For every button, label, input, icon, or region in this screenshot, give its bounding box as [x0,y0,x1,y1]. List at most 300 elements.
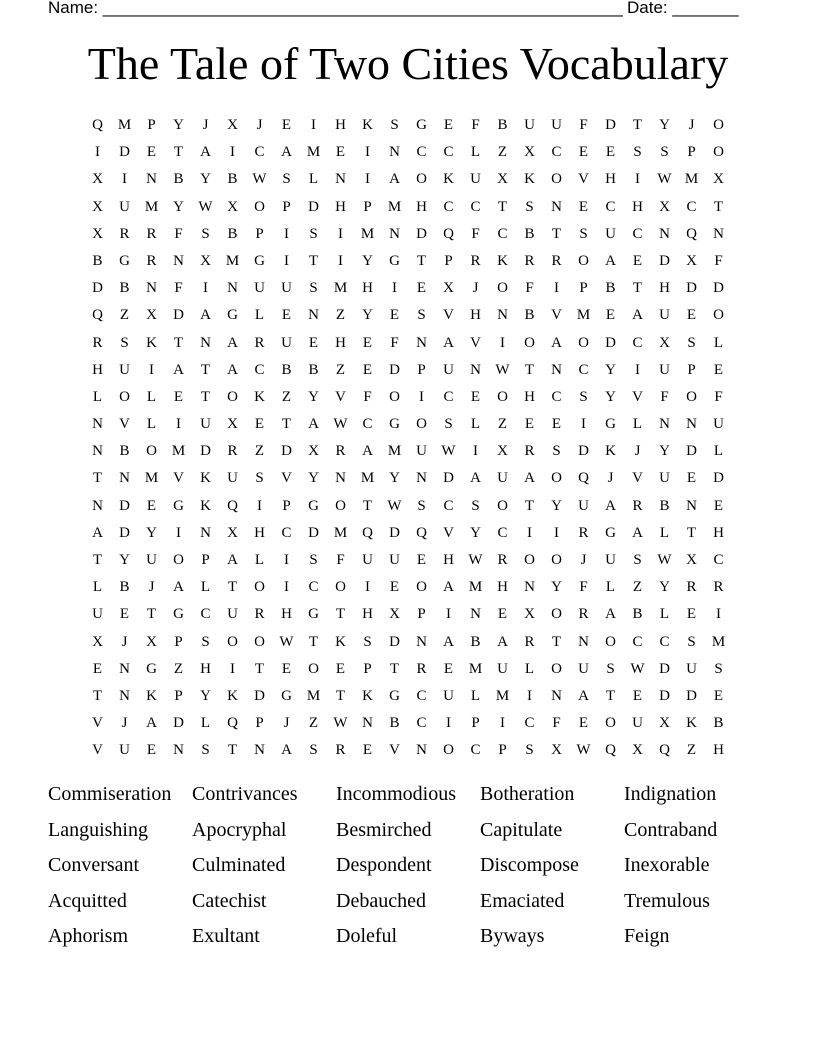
grid-letter: R [92,334,103,351]
grid-letter: U [605,552,616,568]
grid-letter: C [254,144,265,161]
grid-letter: W [468,552,483,568]
grid-letter: K [605,443,616,460]
grid-letter: A [443,633,454,650]
grid-letter: N [119,687,130,704]
grid-letter: X [227,117,238,133]
grid-letter: N [416,334,427,351]
grid-letter: E [389,579,400,596]
grid-letter: E [362,334,373,351]
grid-letter: A [497,633,508,650]
grid-letter: F [579,579,588,596]
grid-letter: C [200,606,211,623]
grid-letter: S [417,307,426,324]
grid-letter: Y [173,117,184,133]
grid-letter: D [389,524,400,541]
grid-letter: S [633,144,642,161]
grid-letter: A [632,307,643,324]
grid-letter: U [551,117,562,133]
grid-letter: Y [551,497,562,514]
grid-letter: X [227,416,238,433]
grid-letter: D [200,443,211,460]
grid-letter: H [713,742,724,759]
grid-letter: X [92,198,103,215]
grid-letter: D [92,280,103,297]
grid-letter: S [201,225,210,242]
grid-letter: K [227,687,238,704]
grid-letter: N [497,307,508,324]
grid-letter: M [360,225,375,242]
grid-letter: X [659,198,670,215]
grid-letter: O [713,307,724,324]
grid-letter: A [605,252,616,269]
grid-letter: E [416,552,427,568]
grid-letter: C [524,715,535,732]
grid-letter: E [470,388,481,405]
grid-letter: I [392,280,397,297]
grid-letter: M [684,171,699,188]
grid-letter: X [497,443,508,460]
grid-letter: S [660,144,669,161]
grid-letter: J [148,579,155,596]
grid-letter: K [686,715,697,732]
grid-letter: S [579,225,588,242]
grid-letter: W [198,198,213,215]
grid-letter: X [443,280,454,297]
grid-letter: U [254,280,265,297]
word-list-item: Emaciated [480,889,565,912]
grid-letter: K [146,334,157,351]
grid-letter: B [119,443,130,460]
grid-letter: T [173,334,184,351]
grid-letter: F [525,280,534,297]
grid-letter: C [632,633,643,650]
grid-letter: D [173,715,184,732]
grid-letter: O [173,552,184,568]
grid-letter: T [416,252,427,269]
grid-letter: D [308,524,319,541]
grid-letter: N [362,715,373,732]
grid-letter: O [497,388,508,405]
grid-letter: O [308,660,319,677]
grid-letter: A [551,334,562,351]
word-list-item: Inexorable [624,854,710,876]
grid-letter: B [659,497,670,514]
grid-letter: E [443,660,454,677]
grid-letter: V [389,742,400,759]
grid-letter: E [335,144,346,161]
grid-letter: X [227,198,238,215]
grid-letter: Y [146,524,157,541]
word-list-item: Contraband [624,818,718,841]
grid-letter: W [495,361,510,378]
grid-letter: E [713,497,724,514]
grid-letter: E [632,687,643,704]
grid-letter: J [580,552,587,568]
grid-letter: R [713,579,724,596]
grid-letter: B [389,715,400,732]
grid-letter: J [121,715,128,732]
grid-letter: S [309,225,318,242]
grid-letter: U [119,742,130,759]
grid-letter: T [335,687,346,704]
grid-letter: A [443,579,454,596]
grid-letter: A [227,361,238,378]
grid-letter: I [635,171,640,188]
grid-letter: E [281,117,292,133]
grid-letter: C [497,225,508,242]
grid-letter: T [92,687,103,704]
grid-letter: Y [551,579,562,596]
grid-letter: C [416,144,427,161]
grid-letter: E [686,470,697,487]
grid-letter: K [335,633,346,650]
grid-letter: H [416,198,427,215]
grid-letter: B [119,280,130,297]
grid-letter: Z [632,579,643,596]
grid-letter: N [659,225,670,242]
grid-letter: H [497,579,508,596]
grid-letter: R [416,660,427,677]
name-field-label[interactable]: Name: _______________________________________________________ [48,0,623,17]
grid-letter: A [443,334,454,351]
grid-letter: U [443,361,454,378]
grid-letter: U [119,361,130,378]
grid-letter: X [308,443,319,460]
grid-letter: B [524,225,535,242]
grid-letter: U [119,198,130,215]
grid-letter: E [281,660,292,677]
grid-letter: D [713,470,724,487]
grid-letter: G [119,252,130,269]
grid-letter: Y [200,171,211,188]
grid-letter: A [281,742,292,759]
grid-letter: I [581,416,586,433]
grid-letter: S [309,742,318,759]
grid-letter: X [551,742,562,759]
grid-letter: M [360,470,375,487]
grid-letter: T [524,497,535,514]
grid-letter: E [524,416,535,433]
grid-letter: L [146,388,157,405]
grid-letter: E [146,742,157,759]
grid-letter: Q [416,524,427,541]
grid-letter: S [282,171,291,188]
grid-letter: D [119,144,130,161]
grid-letter: G [254,252,265,269]
grid-letter: C [281,524,292,541]
grid-letter: L [200,715,211,732]
grid-letter: E [254,416,265,433]
grid-letter: C [443,144,454,161]
header-line [48,0,748,20]
word-list-item: Capitulate [480,818,563,841]
grid-letter: A [605,606,616,623]
grid-letter: K [200,497,211,514]
grid-letter: R [524,443,535,460]
grid-letter: T [146,606,157,623]
grid-letter: N [335,470,346,487]
grid-letter: U [497,660,508,677]
date-field-label[interactable]: Date: _______ [627,0,739,17]
grid-letter: P [201,552,210,568]
grid-letter: L [200,579,211,596]
grid-letter: C [470,198,481,215]
grid-letter: V [443,307,454,324]
grid-letter: P [417,361,426,378]
grid-letter: U [389,552,400,568]
grid-letter: T [200,388,211,405]
grid-letter: L [659,606,670,623]
grid-letter: T [524,361,535,378]
grid-letter: T [605,687,616,704]
grid-letter: X [200,252,211,269]
grid-letter: W [657,552,672,568]
grid-letter: D [254,687,265,704]
grid-letter: A [605,497,616,514]
grid-letter: H [362,280,373,297]
grid-letter: V [551,307,562,324]
grid-letter: U [578,660,589,677]
grid-letter: D [443,470,454,487]
grid-letter: D [686,687,697,704]
grid-letter: C [362,416,373,433]
grid-letter: P [363,198,372,215]
grid-letter: N [578,633,589,650]
grid-letter: K [497,252,508,269]
grid-letter: A [200,144,211,161]
grid-letter: W [252,171,267,188]
word-list-item: Tremulous [624,889,710,912]
grid-letter: Y [659,579,670,596]
grid-letter: Q [686,225,697,242]
grid-letter: T [92,552,103,568]
grid-letter: D [659,660,670,677]
grid-letter: C [443,198,454,215]
grid-letter: P [498,742,507,759]
grid-letter: N [200,334,211,351]
grid-letter: S [525,742,534,759]
grid-letter: L [146,416,157,433]
grid-letter: Y [308,388,319,405]
grid-letter: R [254,334,265,351]
word-list-item: Botheration [480,783,575,805]
grid-letter: N [551,198,562,215]
grid-letter: U [416,443,427,460]
grid-letter: O [551,470,562,487]
grid-letter: D [659,687,670,704]
grid-letter: W [387,497,402,514]
grid-letter: I [446,715,451,732]
grid-letter: U [200,416,211,433]
grid-letter: N [119,470,130,487]
grid-letter: S [255,470,264,487]
grid-letter: I [527,524,532,541]
grid-letter: C [443,497,454,514]
grid-letter: O [416,416,427,433]
grid-letter: I [527,687,532,704]
grid-letter: L [470,144,481,161]
word-list [48,778,768,956]
word-list-item: Exultant [192,925,260,947]
grid-letter: E [308,334,319,351]
grid-letter: I [635,361,640,378]
word-list-item: Despondent [336,854,432,876]
word-list-item: Contrivances [192,783,298,805]
grid-letter: Z [686,742,697,759]
grid-letter: E [335,660,346,677]
grid-letter: Y [362,252,373,269]
grid-letter: J [634,443,641,460]
grid-letter: O [578,334,589,351]
word-list-item: Feign [624,925,670,947]
grid-letter: Z [308,715,319,732]
grid-letter: N [659,416,670,433]
grid-letter: X [659,334,670,351]
grid-letter: X [92,171,103,188]
grid-letter: E [578,715,589,732]
grid-letter: U [146,552,157,568]
grid-letter: K [254,388,265,405]
grid-letter: G [308,606,319,623]
grid-letter: G [416,117,427,133]
grid-letter: I [419,388,424,405]
grid-letter: C [416,687,427,704]
grid-letter: U [497,470,508,487]
grid-letter: I [122,171,127,188]
word-list-item: Acquitted [48,889,127,912]
grid-letter: N [389,225,400,242]
word-list-item: Languishing [48,818,148,841]
grid-letter: B [173,171,184,188]
grid-letter: S [552,443,561,460]
grid-letter: N [686,416,697,433]
grid-letter: O [254,198,265,215]
grid-letter: L [254,307,265,324]
grid-letter: L [470,687,481,704]
grid-letter: H [443,552,454,568]
grid-letter: D [173,307,184,324]
grid-letter: N [335,171,346,188]
word-list-item: Byways [480,925,545,947]
grid-letter: S [525,198,534,215]
grid-letter: C [632,334,643,351]
grid-letter: O [551,552,562,568]
grid-letter: E [92,660,103,677]
grid-letter: I [257,497,262,514]
grid-letter: N [470,606,481,623]
grid-letter: A [632,524,643,541]
grid-letter: G [389,252,400,269]
grid-letter: I [365,144,370,161]
grid-letter: Q [578,470,589,487]
grid-letter: Z [254,443,265,460]
word-list-item: Apocryphal [192,818,287,841]
grid-letter: T [551,225,562,242]
grid-letter: H [524,388,535,405]
grid-letter: I [338,225,343,242]
grid-letter: N [92,443,103,460]
grid-letter: M [306,687,321,704]
grid-letter: G [173,606,184,623]
grid-letter: O [524,552,535,568]
grid-letter: X [524,144,535,161]
grid-letter: T [497,198,508,215]
grid-letter: K [524,171,535,188]
grid-letter: N [146,171,157,188]
grid-letter: R [470,252,481,269]
grid-letter: M [144,198,159,215]
grid-letter: F [471,225,480,242]
grid-letter: D [389,633,400,650]
grid-letter: A [146,715,157,732]
grid-letter: T [200,361,211,378]
grid-letter: F [714,252,723,269]
grid-letter: S [687,633,696,650]
grid-letter: A [227,552,238,568]
grid-letter: M [306,144,321,161]
grid-letter: E [443,117,454,133]
word-list-item: Incommodious [336,783,456,805]
grid-letter: X [146,633,157,650]
grid-letter: J [688,117,695,133]
grid-letter: N [470,361,481,378]
grid-letter: R [146,225,157,242]
grid-letter: U [281,280,292,297]
grid-letter: H [605,171,616,188]
grid-letter: E [146,497,157,514]
grid-letter: E [551,416,562,433]
grid-letter: E [713,687,724,704]
grid-letter: O [335,579,346,596]
grid-letter: W [333,416,348,433]
grid-letter: Y [659,117,670,133]
grid-letter: S [120,334,129,351]
grid-letter: A [92,524,103,541]
word-list-item: Commiseration [48,783,172,805]
word-list-item: Catechist [192,889,267,912]
grid-letter: E [173,388,184,405]
grid-letter: A [200,307,211,324]
grid-letter: X [497,171,508,188]
grid-letter: N [551,687,562,704]
grid-letter: E [686,307,697,324]
grid-letter: O [146,443,157,460]
grid-letter: H [470,307,481,324]
grid-letter: U [281,334,292,351]
grid-letter: X [713,171,724,188]
grid-letter: S [417,497,426,514]
grid-letter: E [281,307,292,324]
grid-letter: Y [605,388,616,405]
grid-letter: I [338,252,343,269]
grid-letter: Y [308,470,319,487]
grid-letter: A [308,416,319,433]
grid-letter: X [389,606,400,623]
grid-letter: D [389,361,400,378]
grid-letter: X [686,552,697,568]
grid-letter: I [500,334,505,351]
grid-letter: N [200,524,211,541]
word-list-item: Debauched [336,889,426,912]
grid-letter: I [365,579,370,596]
grid-letter: U [686,660,697,677]
grid-letter: S [579,388,588,405]
grid-letter: V [92,742,103,759]
grid-letter: U [443,687,454,704]
grid-letter: Q [92,117,103,133]
grid-letter: F [552,715,561,732]
